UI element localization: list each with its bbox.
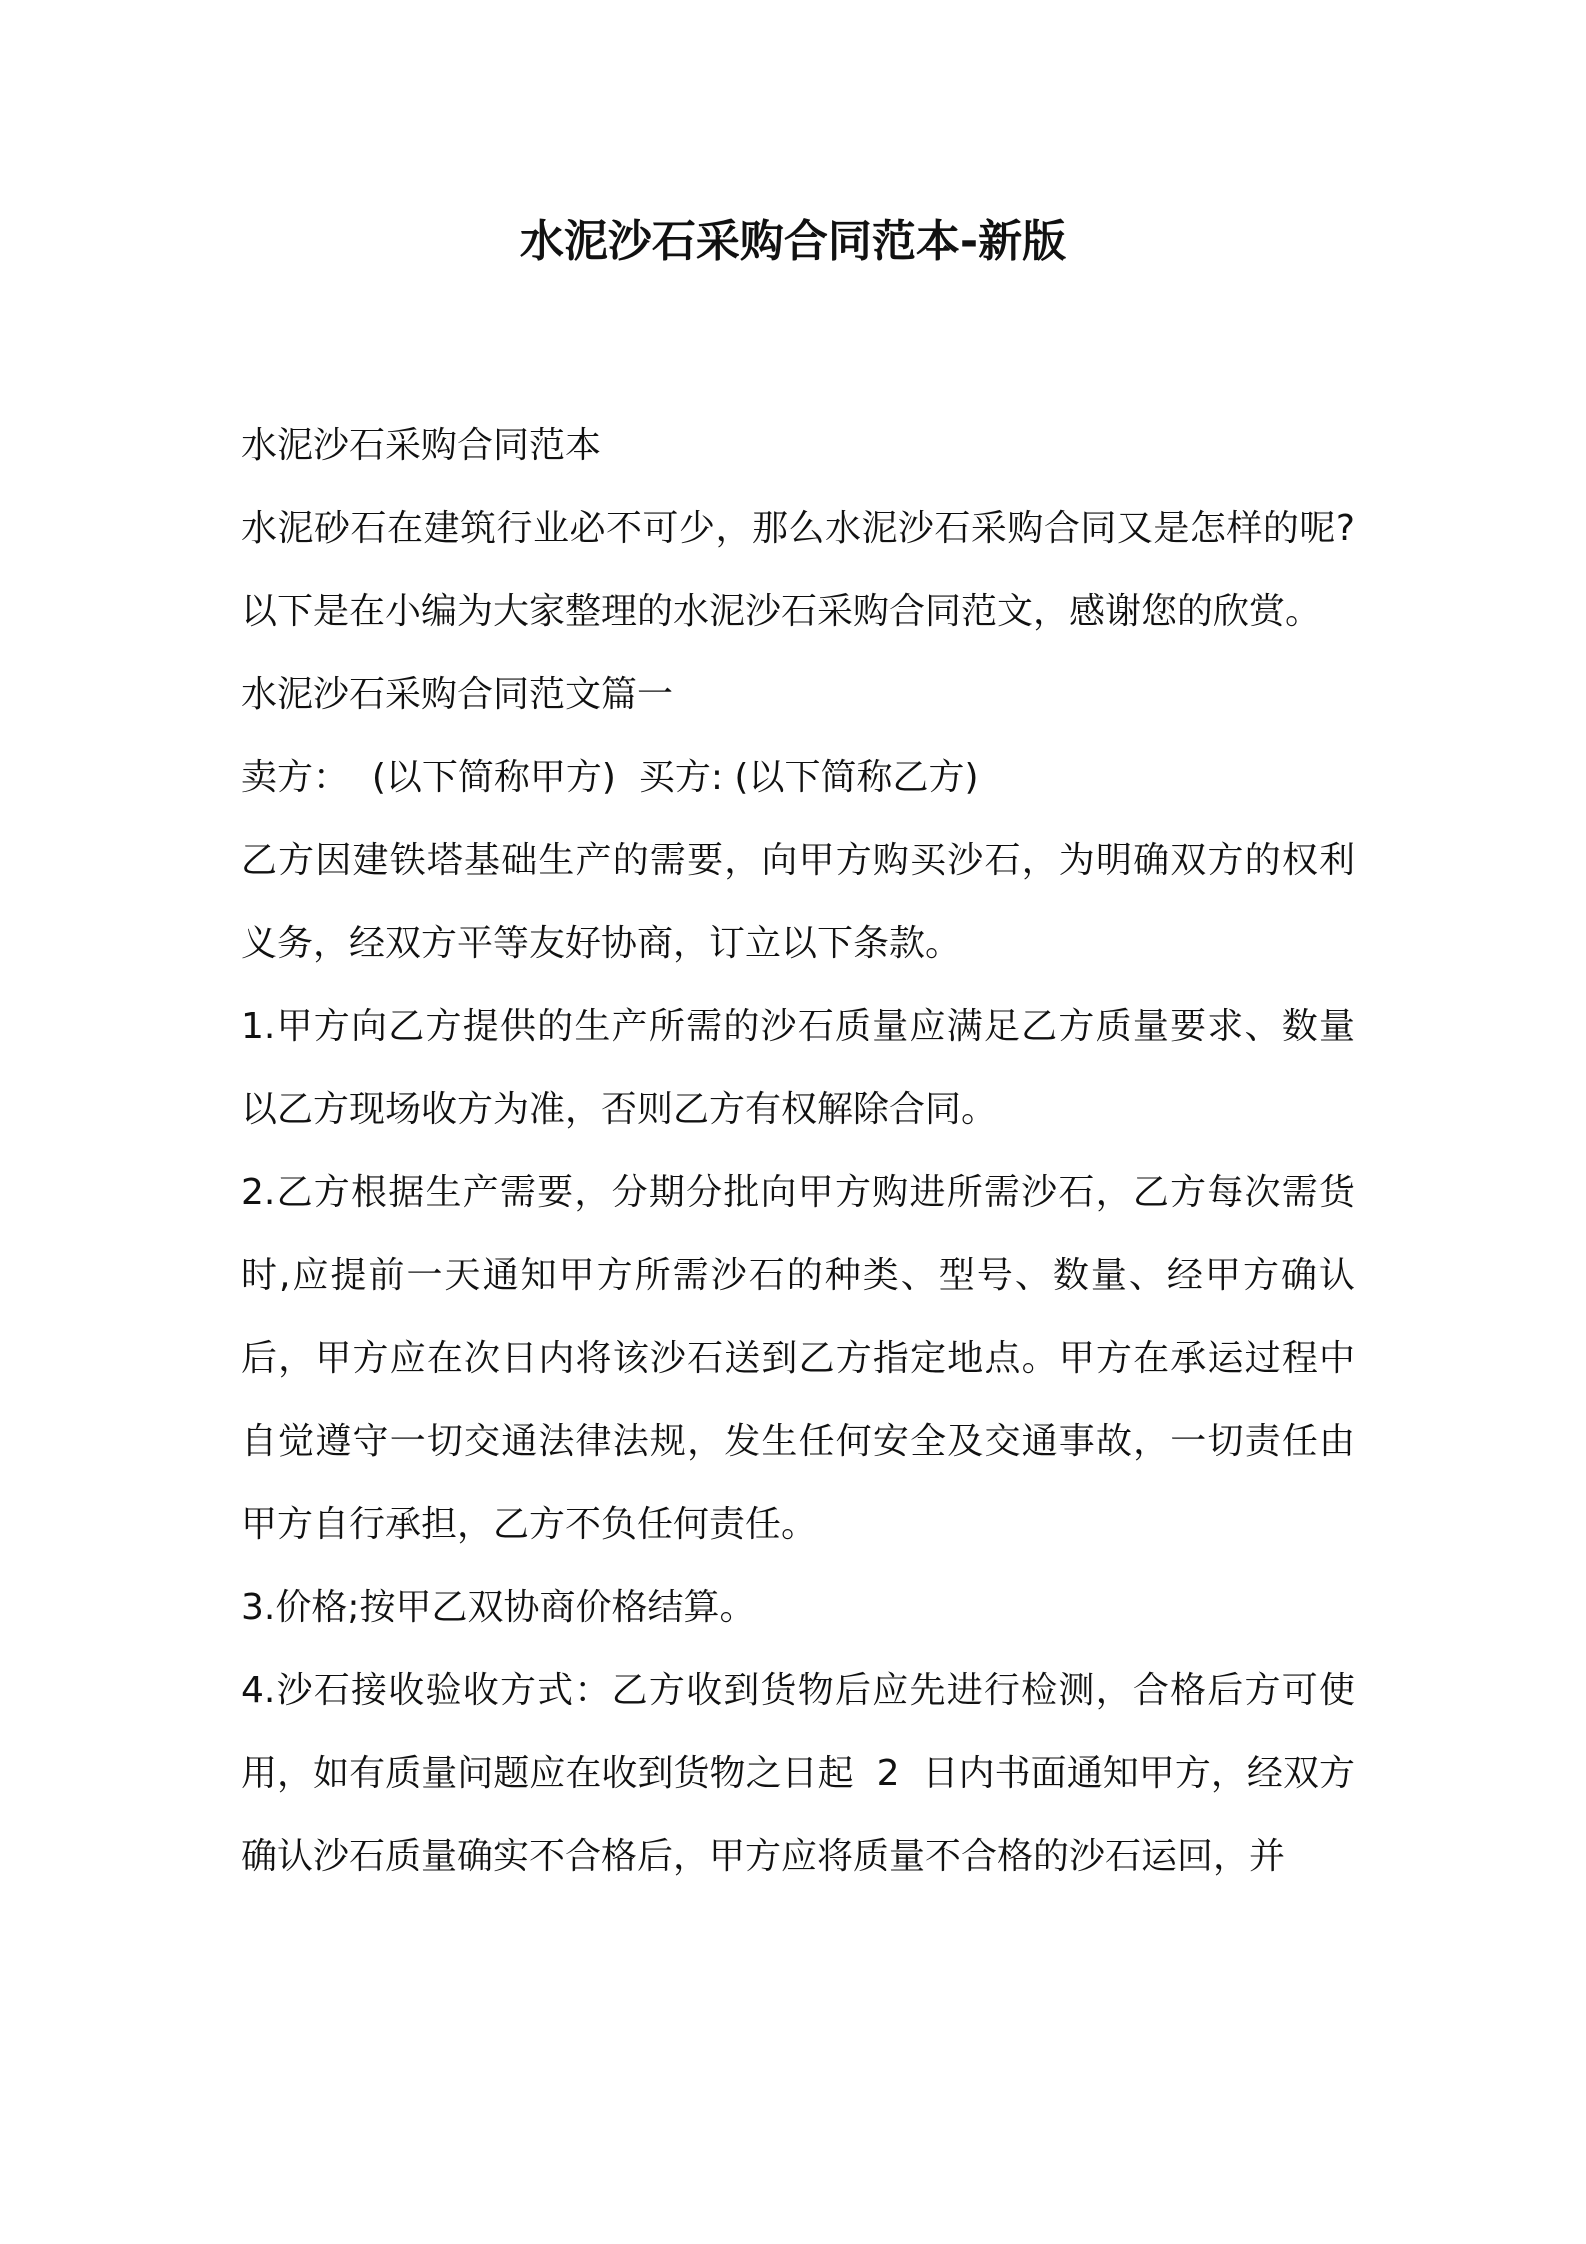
paragraph-clause-1: 1.甲方向乙方提供的生产所需的沙石质量应满足乙方质量要求、数量以乙方现场收方为准，否则乙方有权解除合同。	[241, 1006, 1355, 1130]
paragraph-clause-3: 3.价格;按甲乙双协商价格结算。	[241, 1587, 756, 1628]
paragraph-clause-2: 2.乙方根据生产需要，分期分批向甲方购进所需沙石，乙方每次需货时,应提前一天通知甲方所需沙石的种类、型号、数量、经甲方确认后，甲方应在次日内将该沙石送到乙方指定地点。甲方在承运过程中自觉遵守一切交通法律法规，发生任何安全及交通事故，一切责任由甲方自行承担，乙方不负任何责任。	[241, 1172, 1355, 1545]
document-title: 水泥沙石采购合同范本-新版	[519, 216, 1067, 267]
paragraph-clause-4: 4.沙石接收验收方式：乙方收到货物后应先进行检测，合格后方可使用，如有质量问题应在收到货物之日起 2 日内书面通知甲方，经双方确认沙石质量确实不合格后，甲方应将质量不合格的沙石运回，并	[241, 1670, 1355, 1877]
document-body	[241, 404, 1355, 1898]
paragraph-intro: 水泥砂石在建筑行业必不可少，那么水泥沙石采购合同又是怎样的呢?以下是在小编为大家整理的水泥沙石采购合同范文，感谢您的欣赏。	[241, 508, 1355, 632]
paragraph-preamble: 乙方因建铁塔基础生产的需要，向甲方购买沙石，为明确双方的权利义务，经双方平等友好协商，订立以下条款。	[241, 840, 1355, 964]
paragraph-parties: 卖方： (以下简称甲方) 买方: (以下简称乙方)	[241, 757, 979, 798]
paragraph-subtitle: 水泥沙石采购合同范本	[241, 425, 602, 466]
paragraph-section-heading: 水泥沙石采购合同范文篇一	[241, 674, 674, 715]
